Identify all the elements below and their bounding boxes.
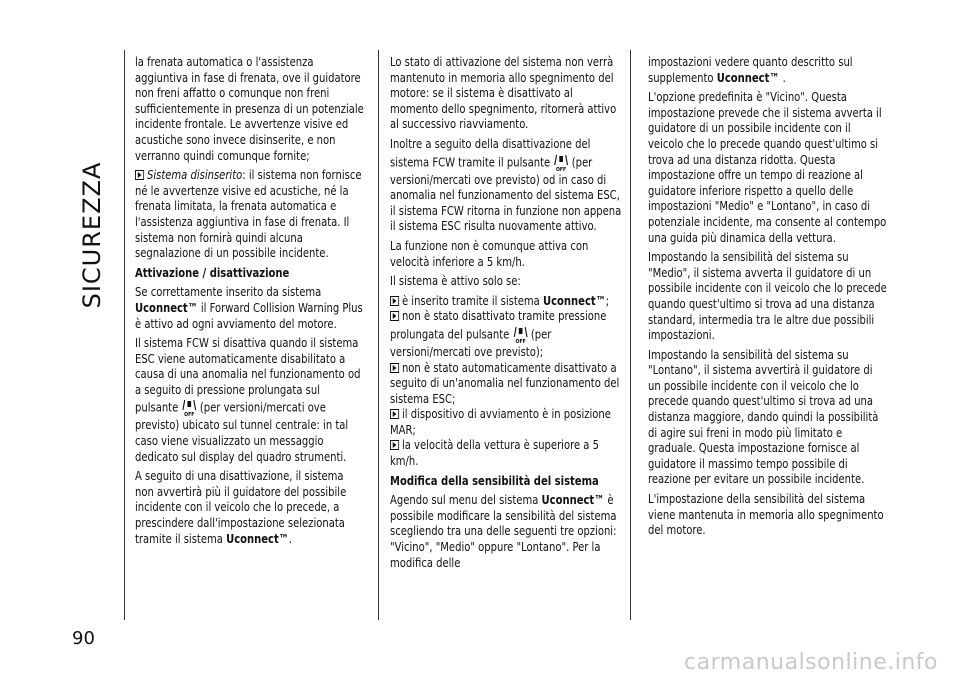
- bullet-item: la velocità della vettura è superiore a 5 km/h.: [390, 438, 599, 469]
- paragraph: L'opzione predefinita è "Vicino". Questa impostazione prevede che il sistema avverta il guidatore di un possibile incidente con il veicolo che lo precede quando quest'ultimo si trova ad una distanza ridotta. Questa impostazione offre un tempo di reazione al guidatore inferiore rispetto a quello delle impostazioni "Medio" e "Lontano", in caso di potenziale incidente, ma consente al contempo una guida più dinamica della vettura.: [648, 90, 887, 245]
- paragraph: Il sistema è attivo solo se:: [390, 274, 521, 289]
- esc-off-button-icon: [182, 398, 197, 418]
- bullet-item: non è stato automaticamente disattivato a seguito di un'anomalia nel funzionamento del sistema ESC;: [390, 360, 620, 406]
- text-column-2: [390, 55, 622, 575]
- arrow-bullet-icon: [390, 296, 399, 306]
- bullet-item: Sistema disinserito: il sistema non fornisce né le avvertenze visive ed acustiche, né la frenata limitata, la frenata automatica e l'assistenza aggiuntiva in fase di frenata. Il sistema non fornirà quindi alcuna segnalazione di un possibile incidente.: [135, 168, 362, 261]
- svg-text:OFF: OFF: [515, 339, 526, 345]
- paragraph: Se correttamente inserito da sistema Uconnect™ il Forward Collision Warning Plus è attivo ad ogni avviamento del motore.: [135, 285, 363, 331]
- arrow-bullet-icon: [390, 409, 399, 419]
- section-heading: Attivazione / disattivazione: [135, 265, 290, 280]
- esc-off-button-icon: [513, 325, 528, 345]
- arrow-bullet-icon: [390, 440, 399, 450]
- paragraph: impostazioni vedere quanto descritto sul supplemento Uconnect™ .: [648, 55, 853, 85]
- bullet-item: è inserito tramite il sistema Uconnect™;: [390, 294, 622, 310]
- text-column-3: [648, 55, 887, 543]
- svg-text:OFF: OFF: [184, 413, 195, 419]
- paragraph: Inoltre a seguito della disattivazione del sistema FCW tramite il pulsante OFF (per versioni/mercati ove previsto) od in caso di anomalia nel funzionamento del sistema ESC, il sistema FCW ritorna in funzione non appena il sistema ESC risulta nuovamente attivo.: [390, 136, 622, 234]
- text-column-1: [135, 55, 365, 551]
- paragraph: La funzione non è comunque attiva con velocità inferiore a 5 km/h.: [390, 238, 589, 269]
- paragraph: Lo stato di attivazione del sistema non verrà mantenuto in memoria allo spegnimento del motore: se il sistema è disattivato al momento dello spegnimento, ritornerà attivo al successivo riavviamento.: [390, 55, 617, 132]
- arrow-bullet-icon: [390, 311, 399, 321]
- bullet-item: non è stato disattivato tramite pressione prolungata del pulsante OFF (per versioni/mercati ove previsto);: [390, 309, 607, 359]
- paragraph: A seguito di una disattivazione, il sistema non avvertirà più il guidatore del possibile incidente con il veicolo che lo precede, a prescindere dall'impostazione selezionata tramite il sistema Uconnect™.: [135, 469, 347, 546]
- column-divider: [630, 50, 631, 620]
- bullet-item: il dispositivo di avviamento è in posizione MAR;: [390, 407, 611, 437]
- watermark: carmanualsonline.info: [684, 650, 938, 675]
- arrow-bullet-icon: [135, 170, 144, 180]
- section-heading: Modifica della sensibilità del sistema: [390, 473, 599, 488]
- paragraph: Il sistema FCW si disattiva quando il sistema ESC viene automaticamente disabilitato a causa di una anomalia nel funzionamento od a seguito di pressione prolungata sul pulsante OFF (per versioni/mercati ove previsto) ubicato sul tunnel centrale: in tal caso viene visualizzato un messaggio dedicato sul display del quadro strumenti.: [135, 336, 361, 464]
- arrow-bullet-icon: [390, 363, 399, 373]
- column-divider: [124, 50, 125, 620]
- page-number: 90: [72, 628, 95, 649]
- svg-text:OFF: OFF: [556, 167, 567, 173]
- paragraph: L'impostazione della sensibilità del sistema viene mantenuta in memoria allo spegnimento del motore.: [648, 492, 884, 538]
- paragraph: Agendo sul menu del sistema Uconnect™ è possibile modificare la sensibilità del sistema scegliendo tra una delle seguenti tre opzioni: "Vicino", "Medio" oppure "Lontano". Per la modifica delle: [390, 493, 617, 570]
- column-divider: [378, 50, 379, 620]
- paragraph: Impostando la sensibilità del sistema su "Lontano", il sistema avvertirà il guidatore di un possibile incidente con il veicolo che lo precede quando quest'ultimo si trova ad una distanza maggiore, dando quindi la possibilità di agire sui freni in modo più limitato e graduale. Questa impostazione fornisce al guidatore il massimo tempo possibile di reazione per evitare un possibile incidente.: [648, 347, 879, 487]
- paragraph: la frenata automatica o l'assistenza aggiuntiva in fase di frenata, ove il guidatore non freni affatto o comunque non freni sufficientemente in presenza di un potenziale incidente frontale. Le avvertenze visive ed acustiche sono invece disinserite, e non verranno quindi comunque fornite;: [135, 55, 364, 163]
- esc-off-button-icon: [554, 153, 569, 173]
- section-title: SICUREZZA: [78, 161, 106, 309]
- paragraph: Impostando la sensibilità del sistema su "Medio", il sistema avverta il guidatore di un possibile incidente con il veicolo che lo precede quando quest'ultimo si trova ad una distanza standard, intermedia tra le altre due possibili impostazioni.: [648, 250, 887, 343]
